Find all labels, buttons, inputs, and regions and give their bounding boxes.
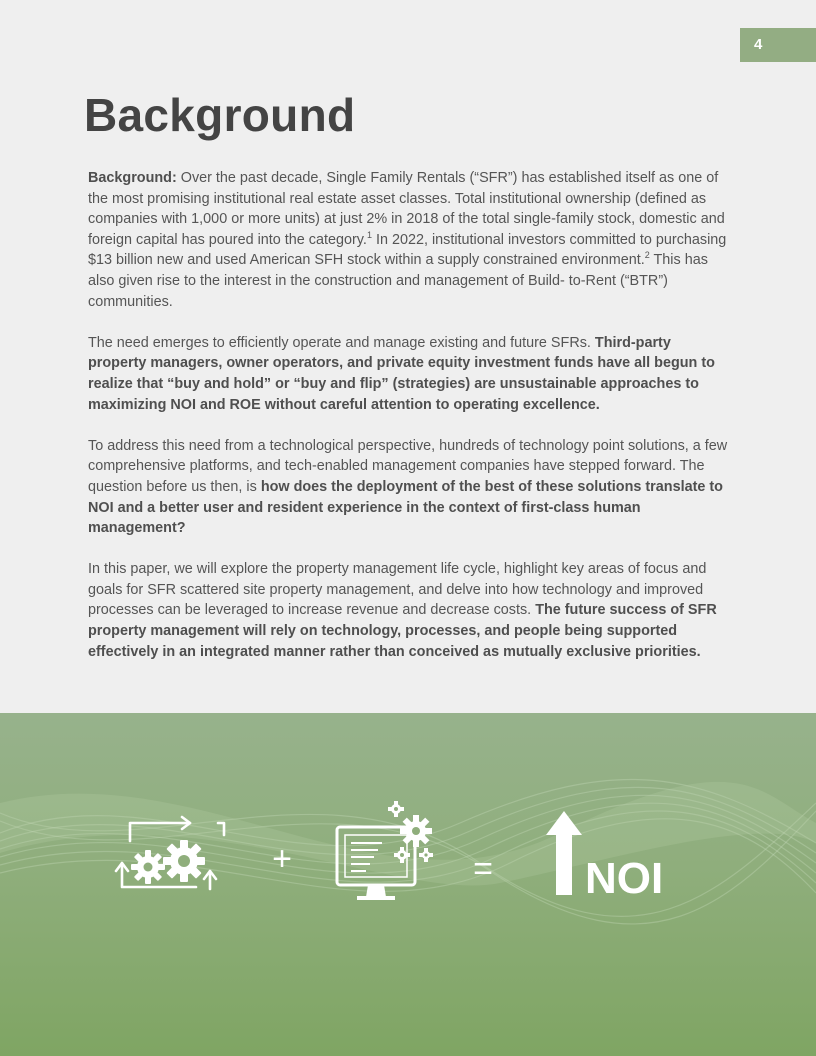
- page-number: 4: [740, 28, 816, 62]
- computer-gears-icon: [337, 801, 433, 900]
- banner-graphic: [0, 713, 816, 1056]
- paragraph-emphasis: how does the deployment of the best of these solutions translate to NOI and a better user and resident experience in the context of first-class human management?: [88, 478, 723, 537]
- paragraph-lead: Background:: [88, 170, 177, 186]
- paragraph-text: Over the past decade, Single Family Rentals (“SFR”) has established itself as one of the most promising institutional real estate asset classes. Total institutional ownership (defined as companies with 1,000 or more units) at just 2% in 2018 of the total single-family stock, domestic and foreign capital has poured into the category.: [88, 170, 725, 248]
- footnote-ref-1[interactable]: 1: [366, 229, 372, 240]
- body-text: [88, 168, 732, 683]
- footnote-ref-2[interactable]: 2: [644, 250, 650, 261]
- paragraph-emphasis: The future success of SFR property management will rely on technology, processes, and people being supported effectively in an integrated manner rather than conceived as mutually exclusive priorities.: [88, 602, 717, 660]
- plus-sign: +: [272, 840, 292, 878]
- equals-sign: =: [473, 850, 493, 888]
- paragraph-text: This has also given rise to the interest in the construction and management of Build- to-Rent (“BTR”) communities.: [88, 252, 708, 310]
- paragraph-text: In 2022, institutional investors committed to purchasing $13 billion new and used American SFH stock within a supply constrained environment.: [88, 231, 727, 269]
- page-title: Background: [84, 89, 356, 141]
- paragraph-text: In this paper, we will explore the property management life cycle, highlight key areas of focus and goals for SFR scattered site property management, and delve into how technology and improved processes can be leveraged to increase revenue and decrease costs.: [88, 561, 707, 619]
- paragraph-background: [88, 168, 732, 312]
- noi-banner: [0, 713, 816, 1056]
- paragraph-paper-scope: [88, 559, 732, 662]
- noi-label: NOI: [585, 854, 664, 903]
- paragraph-need: [88, 333, 732, 415]
- paragraph-emphasis: Third-party property managers, owner operators, and private equity investment funds have all begun to realize that “buy and hold” or “buy and flip” (strategies) are unsustainable approaches to maximizing NOI and ROE without careful attention to operating excellence.: [88, 334, 715, 413]
- paragraph-technology: [88, 436, 732, 539]
- paragraph-text: The need emerges to efficiently operate and manage existing and future SFRs.: [88, 334, 595, 351]
- paragraph-text: To address this need from a technological perspective, hundreds of technology point solutions, a few comprehensive platforms, and tech-enabled management companies have stepped forward. The question before us then, is: [88, 437, 728, 495]
